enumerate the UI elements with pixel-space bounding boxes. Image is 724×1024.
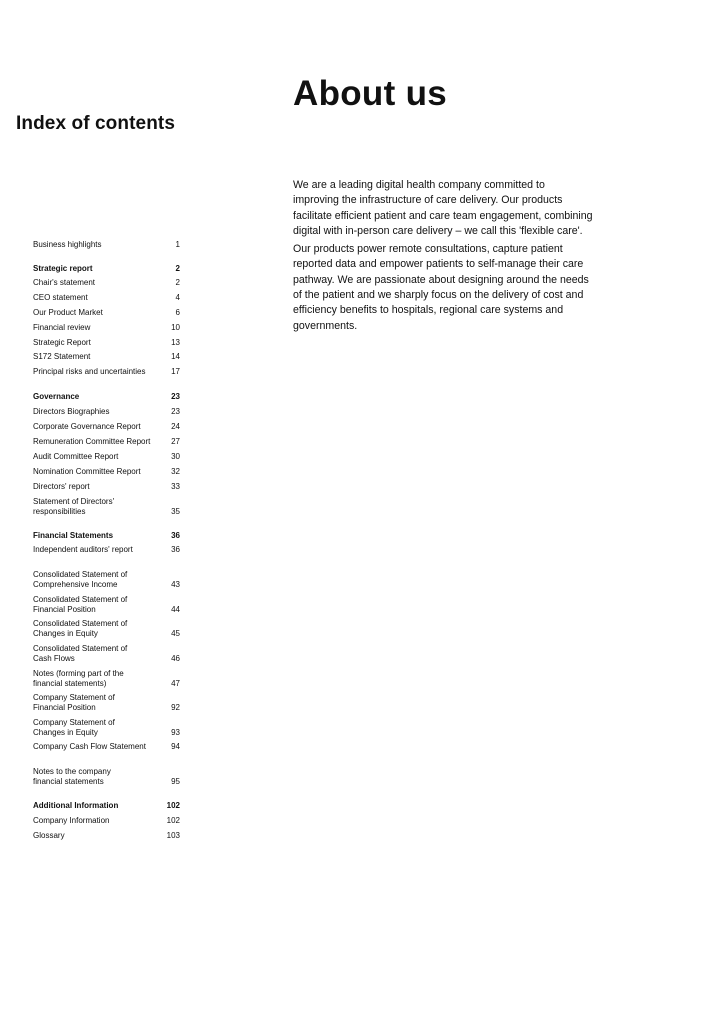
- toc-entry-page: 46: [171, 654, 180, 663]
- toc-entry-page: 43: [171, 580, 180, 589]
- toc-entry-page: 94: [171, 742, 180, 751]
- toc-entry-label: Strategic report: [33, 264, 93, 273]
- about-paragraph: We are a leading digital health company committed to improving the infrastructure of care delivery. Our products facilitate efficient patient and care team engagement, combining digital with in-person care delivery – we call this 'flexible care'.: [293, 179, 593, 237]
- toc-entry-page: 1: [175, 240, 180, 249]
- toc-entry-page: 33: [171, 482, 180, 491]
- toc-entry-label: Company Information: [33, 816, 110, 825]
- toc-entry-page: 102: [166, 801, 180, 810]
- toc-entry-label: Corporate Governance Report: [33, 422, 141, 431]
- toc-entry-label: Notes (forming part of the financial statements): [33, 669, 124, 688]
- about-title: About us: [293, 74, 448, 113]
- toc-entry-page: 6: [175, 308, 180, 317]
- toc-entry-page: 36: [171, 531, 180, 540]
- toc-entry-page: 17: [171, 367, 180, 376]
- toc-entry-page: 23: [171, 407, 180, 416]
- index-title: Index of contents: [16, 113, 175, 134]
- toc-entry-label: Nomination Committee Report: [33, 467, 141, 476]
- toc-entry-label: Directors' report: [33, 482, 90, 491]
- toc-entry-label: Remuneration Committee Report: [33, 437, 151, 446]
- toc-entry-label: Business highlights: [33, 240, 102, 249]
- toc-entry-label: Consolidated Statement of Comprehensive Income: [33, 570, 128, 589]
- toc-entry-page: 36: [171, 545, 180, 554]
- toc-entry-label: Chair's statement: [33, 278, 95, 287]
- toc-entry-label: Audit Committee Report: [33, 452, 119, 461]
- toc-entry-label: Company Cash Flow Statement: [33, 742, 146, 751]
- toc-entry-page: 27: [171, 437, 180, 446]
- toc-entry-page: 30: [171, 452, 180, 461]
- about-paragraph: Our products power remote consultations, capture patient reported data and empower patients to self-manage their care pathway. We are passionate about designing around the needs of the patient and we sharply focus on the delivery of cost and efficiency benefits to hospitals, regional care systems and governments.: [293, 243, 589, 332]
- toc-entry-page: 103: [166, 831, 180, 840]
- toc-entry-page: 2: [175, 278, 180, 287]
- toc-entry-page: 92: [171, 703, 180, 712]
- toc-entry-page: 2: [175, 264, 180, 273]
- toc-entry-page: 32: [171, 467, 180, 476]
- toc-entry-label: Glossary: [33, 831, 65, 840]
- toc-entry-page: 95: [171, 777, 180, 786]
- about-body: [293, 178, 593, 337]
- toc-entry-page: 45: [171, 629, 180, 638]
- toc-entry-page: 23: [171, 392, 180, 401]
- toc-entry-label: Consolidated Statement of Cash Flows: [33, 644, 128, 663]
- toc-entry-label: Statement of Directors' responsibilities: [33, 497, 115, 516]
- toc-entry-page: 4: [175, 293, 180, 302]
- toc-entry-label: Independent auditors' report: [33, 545, 133, 554]
- toc-entry-label: Company Statement of Changes in Equity: [33, 718, 115, 737]
- toc-entry-label: Additional Information: [33, 801, 119, 810]
- toc-entry-label: Strategic Report: [33, 338, 91, 347]
- toc-entry-label: Financial review: [33, 323, 91, 332]
- toc-entry-page: 13: [171, 338, 180, 347]
- toc-entry-label: Company Statement of Financial Position: [33, 693, 115, 712]
- toc-entry-page: 10: [171, 323, 180, 332]
- toc-entry-label: Consolidated Statement of Financial Position: [33, 595, 128, 614]
- toc-entry-label: S172 Statement: [33, 352, 91, 361]
- toc-entry-label: Financial Statements: [33, 531, 114, 540]
- toc-entry-page: 35: [171, 507, 180, 516]
- toc-entry-page: 47: [171, 679, 180, 688]
- toc-entry-label: Directors Biographies: [33, 407, 110, 416]
- toc-entry-page: 24: [171, 422, 180, 431]
- toc-entry-label: Governance: [33, 392, 80, 401]
- toc-entry-label: CEO statement: [33, 293, 88, 302]
- toc-entry-label: Our Product Market: [33, 308, 103, 317]
- toc-entry-page: 14: [171, 352, 180, 361]
- toc-entry-page: 102: [166, 816, 180, 825]
- toc-entry-page: 44: [171, 605, 180, 614]
- toc-entry-label: Notes to the company financial statements: [33, 767, 111, 786]
- toc-entry-label: Consolidated Statement of Changes in Equity: [33, 619, 128, 638]
- toc-entry-page: 93: [171, 728, 180, 737]
- toc-entry-label: Principal risks and uncertainties: [33, 367, 146, 376]
